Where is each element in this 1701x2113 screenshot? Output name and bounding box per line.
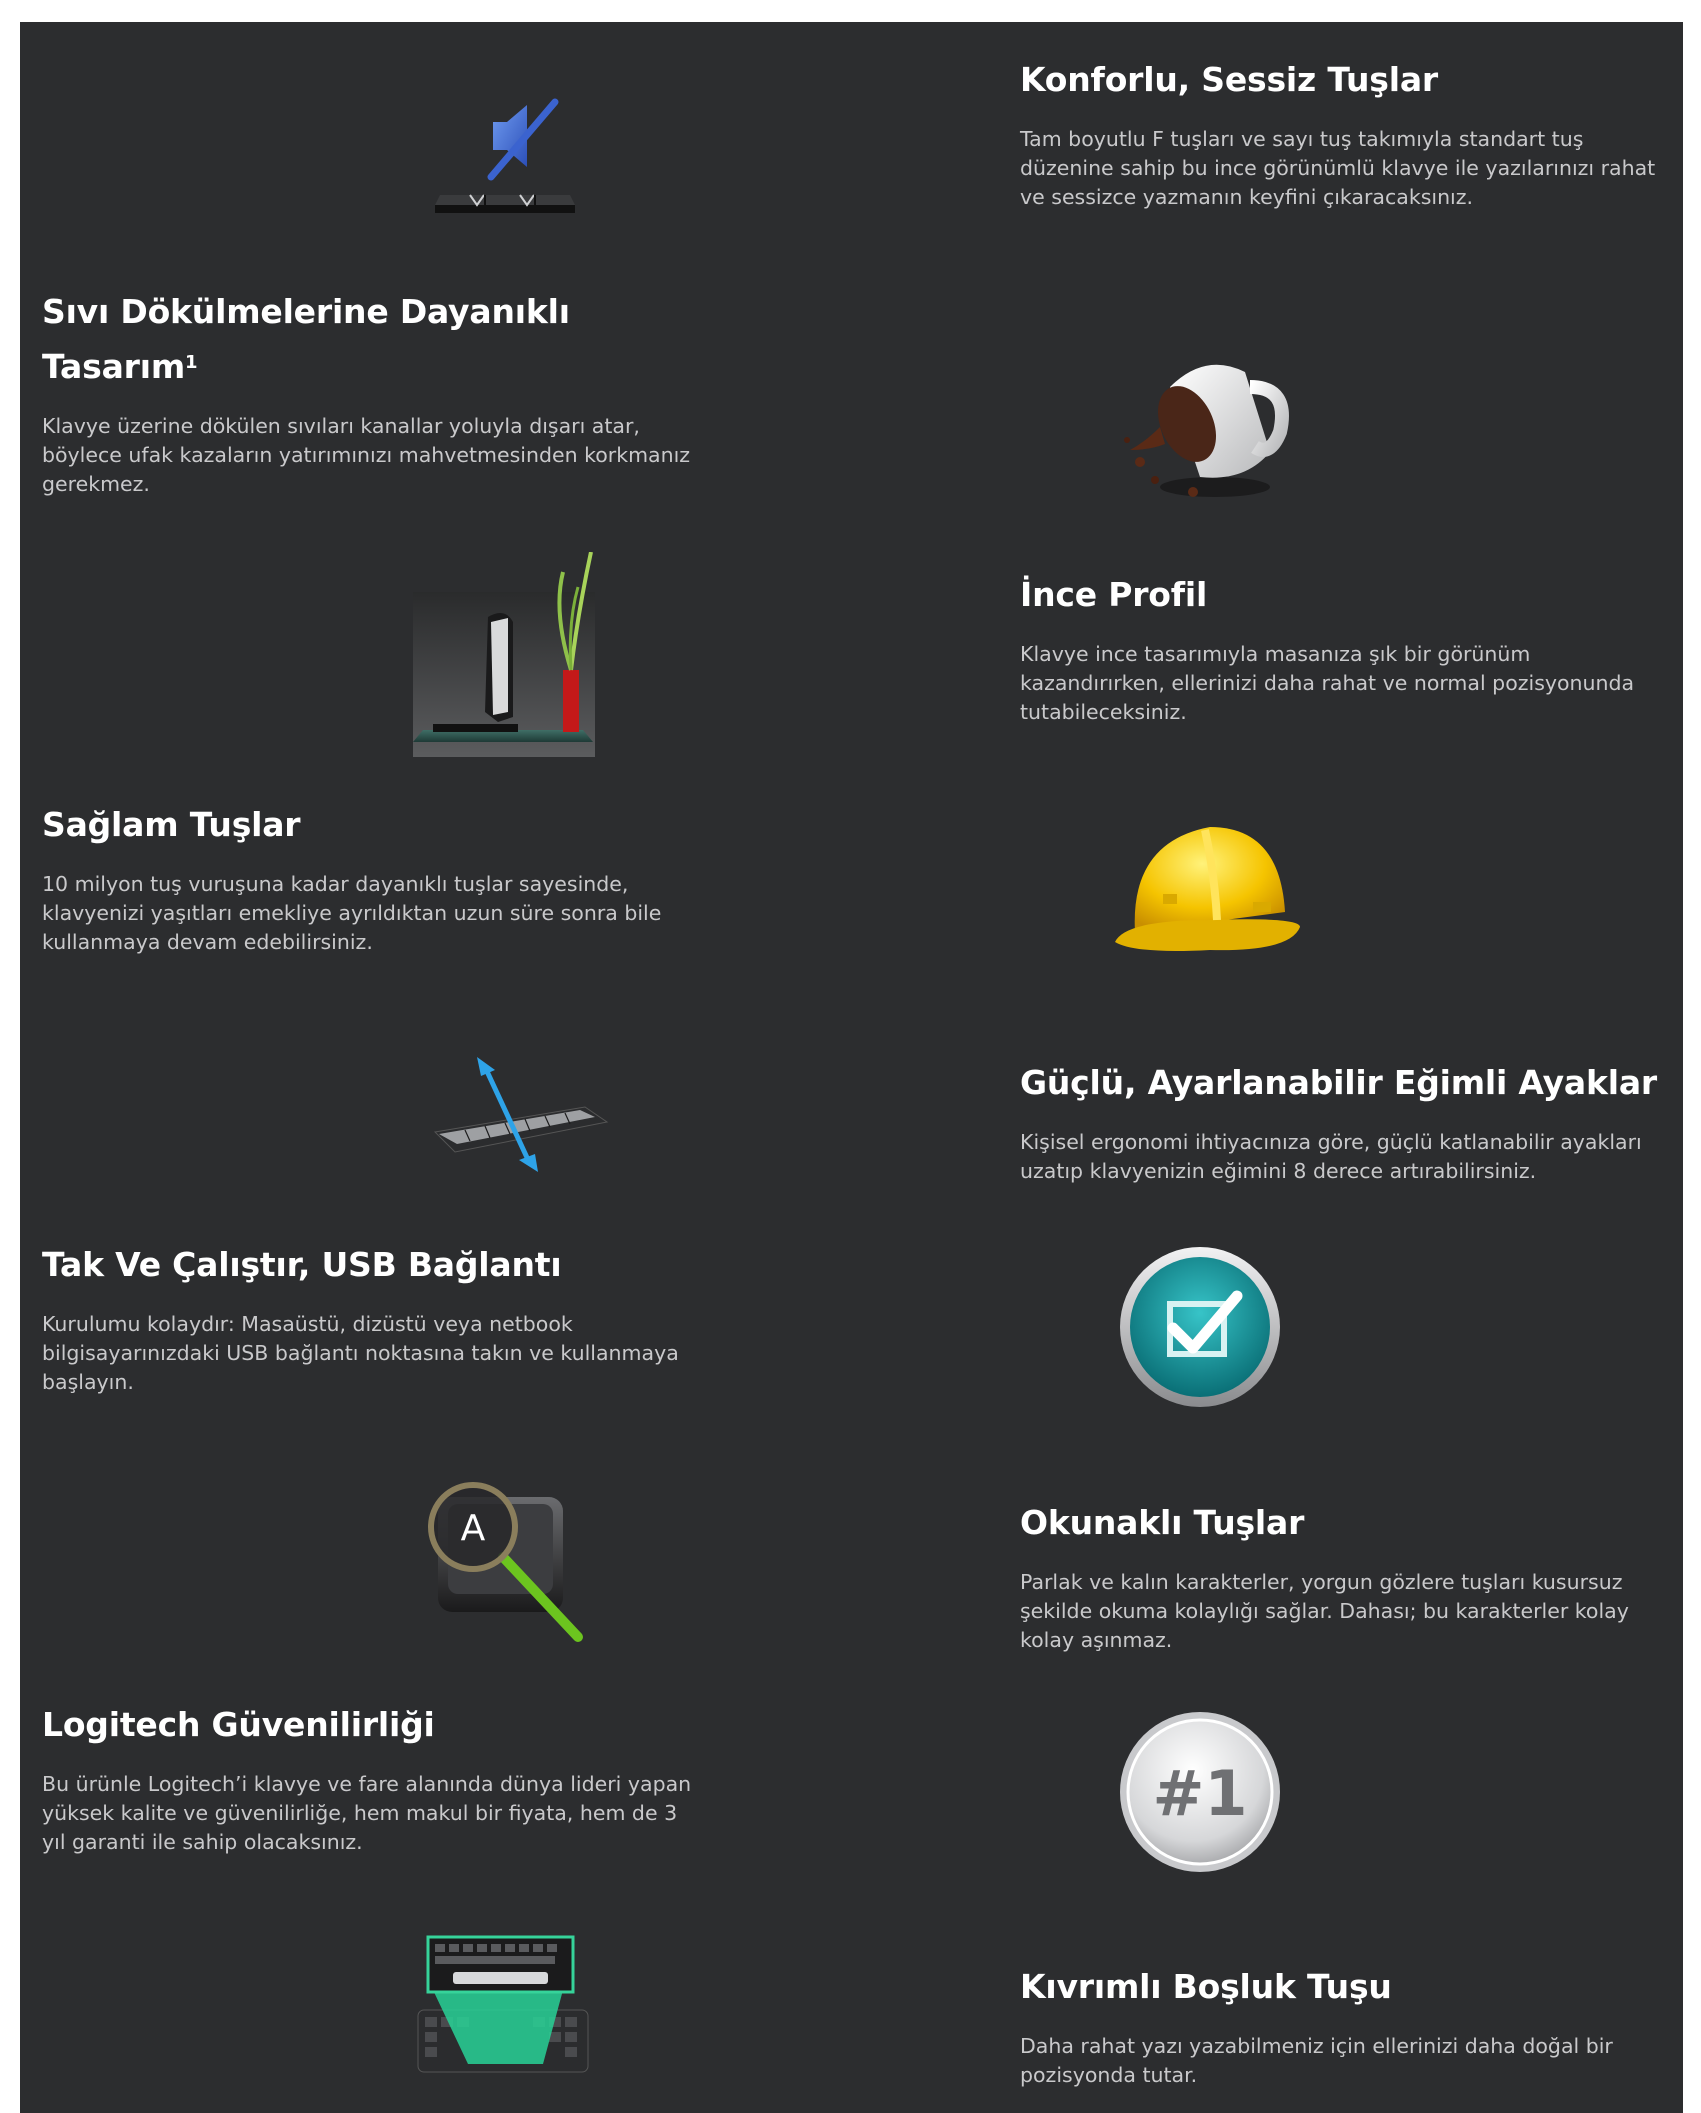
number-one-badge-icon (1115, 1707, 1285, 1877)
keyboard-spacebar-highlight-icon (413, 1932, 593, 2082)
feature-slim-profile (1020, 567, 1680, 727)
desk-monitor-plant-icon (413, 552, 595, 757)
feature-text: Bu ürünle Logitech’i klavye ve fare alanında dünya lideri yapan yüksek kalite ve güvenilirliğe, hem makul bir fiyata, hem de 3 yıl garanti ile sahip olacaksınız. (42, 1772, 692, 1854)
features-panel (20, 22, 1683, 2113)
feature-text: Daha rahat yazı yazabilmeniz için ellerinizi daha doğal bir pozisyonda tutar. (1020, 2034, 1613, 2087)
feature-durable-keys (42, 797, 702, 957)
feature-silent-keys (1020, 52, 1680, 212)
feature-title: Okunaklı Tuşlar (1020, 1503, 1305, 1542)
feature-title: Tak Ve Çalıştır, USB Bağlantı (42, 1245, 562, 1284)
feature-text: Klavye üzerine dökülen sıvıları kanallar yoluyla dışarı atar, böylece ufak kazaların yatırımınızı mahvetmesinden korkmanız gerekmez. (42, 414, 691, 496)
feature-title-text: Sıvı Dökülmelerine Dayanıklı Tasarım (42, 292, 570, 386)
muted-speaker-keys-icon (415, 77, 615, 227)
hard-hat-icon (1105, 802, 1305, 977)
feature-plug-and-play (42, 1237, 702, 1397)
feature-text: Kurulumu kolaydır: Masaüstü, dizüstü veya netbook bilgisayarınızdaki USB bağlantı noktasına takın ve kullanmaya başlayın. (42, 1312, 679, 1394)
feature-title (42, 284, 702, 394)
badge-text: #1 (1152, 1757, 1248, 1830)
feature-spill-resistant (42, 284, 702, 499)
feature-text: Tam boyutlu F tuşları ve sayı tuş takımıyla standart tuş düzenine sahip bu ince görünümlü klavye ile yazılarınızı rahat ve sessizce yazmanın keyfini çıkaracaksınız. (1020, 127, 1656, 209)
feature-title: Sağlam Tuşlar (42, 805, 301, 844)
feature-tilt-legs (1020, 1055, 1690, 1186)
feature-text: Parlak ve kalın karakterler, yorgun gözlere tuşları kusursuz şekilde okuma kolaylığı sağlar. Dahası; bu karakterler kolay kolay aşınmaz. (1020, 1570, 1629, 1652)
feature-text: Kişisel ergonomi ihtiyacınıza göre, güçlü katlanabilir ayakları uzatıp klavyenizin eğimini 8 derece artırabilirsiniz. (1020, 1130, 1642, 1183)
feature-curved-spacebar (1020, 1959, 1680, 2090)
spilled-coffee-cup-icon (1105, 332, 1295, 522)
keyboard-tilt-arrows-icon (415, 1052, 615, 1172)
feature-title: İnce Profil (1020, 575, 1208, 614)
magnifier-key-icon (418, 1472, 618, 1652)
key-letter: A (460, 1508, 486, 1549)
feature-title: Kıvrımlı Boşluk Tuşu (1020, 1967, 1392, 2006)
feature-title: Logitech Güvenilirliği (42, 1705, 435, 1744)
feature-title: Güçlü, Ayarlanabilir Eğimli Ayaklar (1020, 1063, 1657, 1102)
feature-reliability (42, 1697, 702, 1857)
feature-text: 10 milyon tuş vuruşuna kadar dayanıklı tuşlar sayesinde, klavyenizi yaşıtları emekliye ayrıldıktan uzun süre sonra bile kullanmaya devam edebilirsiniz. (42, 872, 662, 954)
footnote-marker: 1 (185, 352, 198, 373)
feature-text: Klavye ince tasarımıyla masanıza şık bir görünüm kazandırırken, ellerinizi daha rahat ve normal pozisyonunda tutabileceksiniz. (1020, 642, 1635, 724)
feature-title: Konforlu, Sessiz Tuşlar (1020, 60, 1439, 99)
feature-readable-keys (1020, 1495, 1680, 1655)
checkmark-button-icon (1115, 1242, 1285, 1412)
